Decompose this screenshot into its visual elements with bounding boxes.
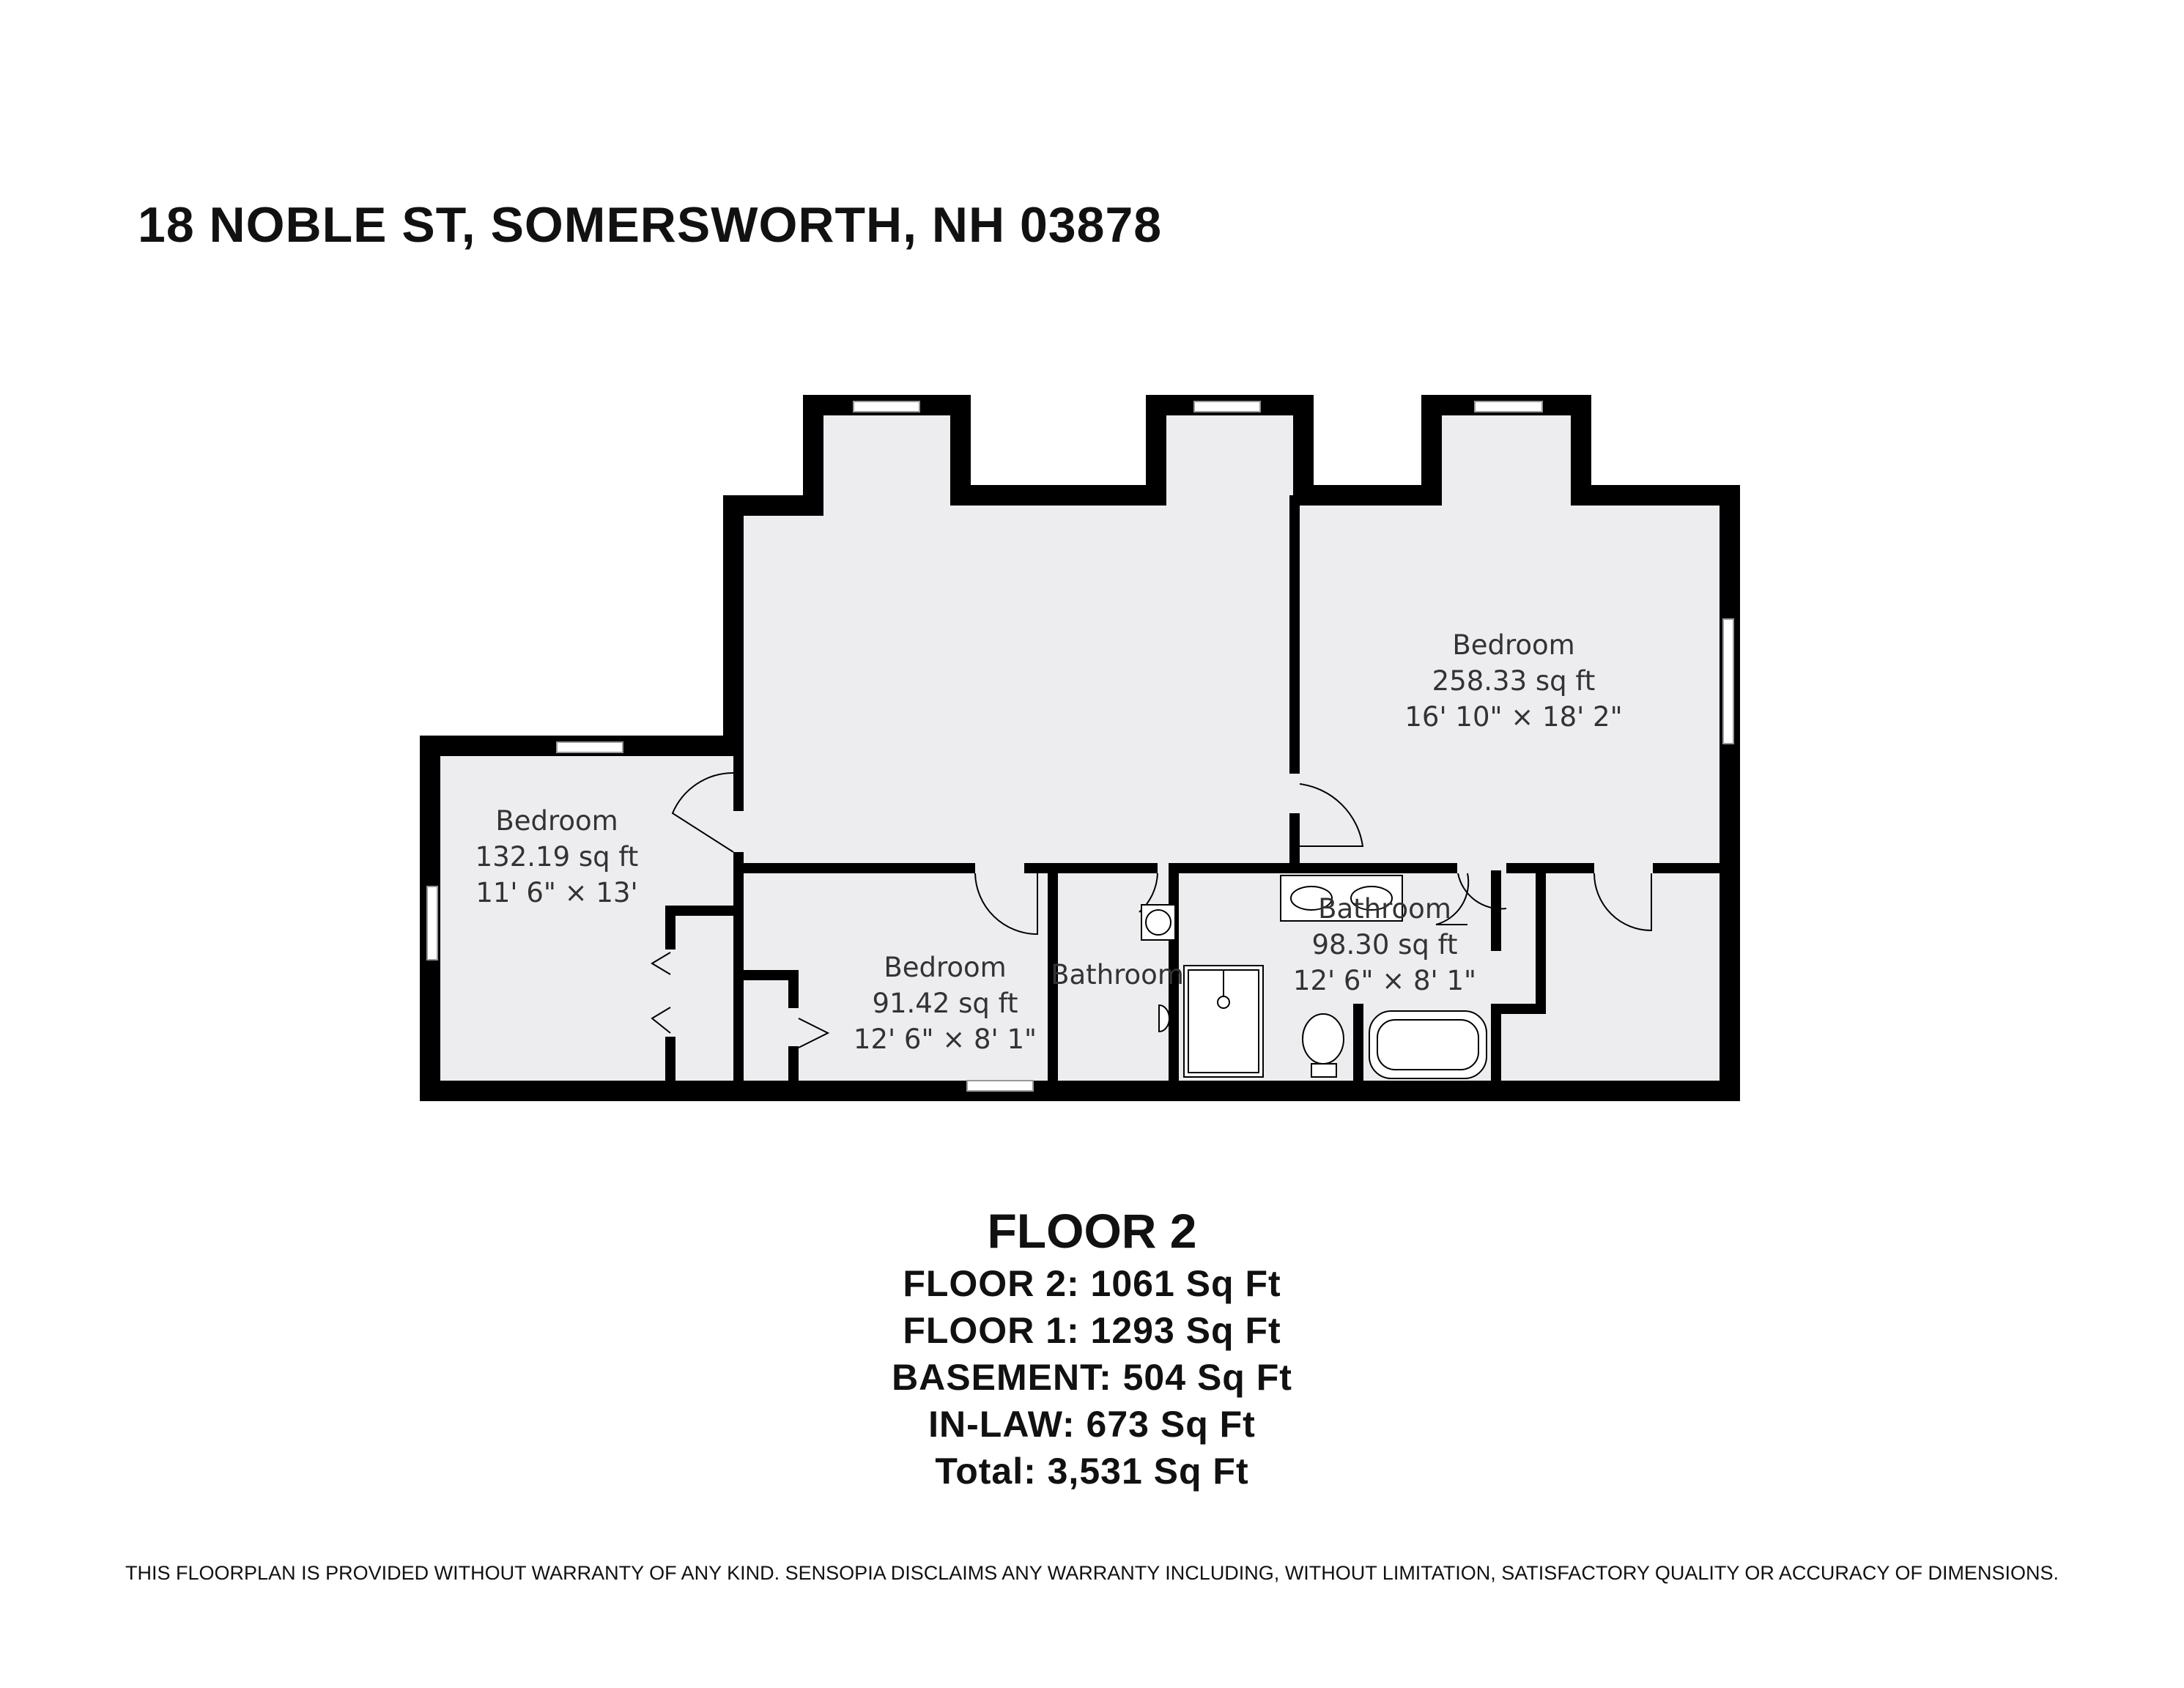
room-name: Bathroom [1318, 893, 1451, 925]
room-name: Bedroom [884, 952, 1007, 983]
property-address: 18 NOBLE ST, SOMERSWORTH, NH 03878 [138, 197, 1163, 253]
room-area: 91.42 sq ft [872, 988, 1018, 1019]
room-dims: 16' 10" × 18' 2" [1404, 701, 1623, 733]
area-line: FLOOR 1: 1293 Sq Ft [903, 1310, 1281, 1351]
floor-title: FLOOR 2 [987, 1204, 1197, 1258]
area-line: FLOOR 2: 1061 Sq Ft [903, 1263, 1281, 1304]
room-area: 98.30 sq ft [1311, 929, 1458, 960]
room-name: Bedroom [495, 805, 618, 837]
area-line: IN-LAW: 673 Sq Ft [928, 1404, 1256, 1445]
area-line: BASEMENT: 504 Sq Ft [892, 1357, 1292, 1398]
room-dims: 12' 6" × 8' 1" [1292, 965, 1477, 996]
disclaimer: THIS FLOORPLAN IS PROVIDED WITHOUT WARRANTY OF ANY KIND. SENSOPIA DISCLAIMS ANY WARRANTY INCLUDING, WITHOUT LIMITATION, SATISFACTORY QUALITY OR ACCURACY OF DIMENSIONS. [125, 1562, 2059, 1584]
room-name: Bedroom [1452, 629, 1575, 661]
room-dims: 11' 6" × 13' [475, 877, 638, 908]
room-area: 132.19 sq ft [475, 841, 639, 873]
room-name: Bathroom [1051, 959, 1184, 991]
room-area: 258.33 sq ft [1432, 665, 1596, 697]
area-line: Total: 3,531 Sq Ft [935, 1451, 1249, 1492]
floor-summary [0, 1202, 2184, 1495]
room-dims: 12' 6" × 8' 1" [853, 1023, 1037, 1055]
